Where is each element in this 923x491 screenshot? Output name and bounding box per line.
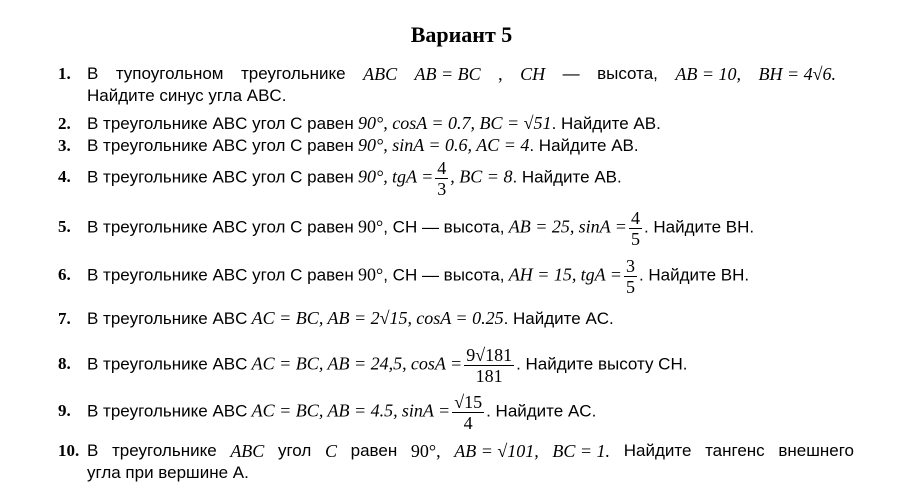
problem-math: AC = BC — [251, 308, 319, 328]
problem-math: ABC — [230, 441, 265, 461]
fraction-numerator: 9√181 — [466, 345, 513, 365]
problem-math: 90° — [358, 216, 384, 237]
problem-9 — [58, 392, 596, 433]
fraction-numerator: 3 — [625, 256, 635, 276]
page-title: Вариант 5 — [410, 22, 513, 47]
fraction-prefix: sinA = — [578, 216, 627, 237]
problem-word: внешнего — [778, 441, 854, 460]
problem-text: В треугольнике ABC угол C равен — [87, 114, 354, 133]
problem-math: , AB = 4.5, — [318, 400, 398, 421]
problem-word: — — [562, 64, 580, 83]
problem-6 — [58, 256, 749, 297]
problem-number: 8. — [58, 354, 71, 374]
problem-math: CH — [520, 64, 546, 84]
problem-math: , — [498, 64, 503, 84]
problem-5 — [58, 208, 754, 249]
problem-math: C — [324, 441, 337, 461]
problem-question: . Найдите высоту CH. — [516, 354, 688, 374]
fraction-numerator: √15 — [454, 392, 483, 412]
problem-math: BC = 1. — [552, 441, 611, 461]
fraction-numerator: 4 — [437, 158, 447, 178]
problem-word: тупоугольном — [115, 64, 224, 83]
problem-word: тангенс — [705, 441, 765, 460]
problem-text: , CH — высота, — [383, 265, 505, 285]
problem-math: , BC = 8 — [450, 166, 513, 187]
problem-word: равен — [350, 441, 398, 460]
problem-math: AH = 15, — [508, 264, 577, 285]
problem-number: 3. — [58, 136, 71, 155]
problem-word: треугольнике — [240, 64, 346, 83]
problem-number: 1. — [58, 64, 71, 83]
fraction-denominator: 3 — [437, 179, 447, 199]
fraction — [435, 158, 448, 199]
fraction-denominator: 181 — [475, 366, 503, 386]
problem-question: . Найдите AB. — [529, 136, 639, 155]
problem-text: В треугольнике ABC угол C равен — [87, 167, 354, 187]
problem-4 — [58, 158, 622, 199]
problem-word: треугольнике — [112, 441, 217, 460]
problem-math: AC = BC — [251, 400, 319, 421]
problem-1-line2: Найдите синус угла ABC. — [87, 86, 287, 105]
problem-text: В треугольнике ABC — [87, 309, 248, 328]
problem-math: 90°, cosA = 0.7, BC = √51 — [358, 113, 552, 133]
problem-word: В — [87, 441, 99, 460]
problem-math: cosA = 0.25 — [416, 308, 504, 328]
fraction-prefix: sinA = — [401, 400, 451, 421]
problem-question: . Найдите AC. — [486, 401, 597, 421]
problem-word: Найдите — [623, 441, 692, 460]
problem-word: угол — [277, 441, 312, 460]
problem-text: В треугольнике ABC — [87, 354, 248, 374]
problem-math: , AB = 24,5, — [318, 353, 407, 374]
problem-number: 2. — [58, 114, 71, 133]
problem-number: 9. — [58, 401, 71, 421]
problem-number: 4. — [58, 167, 71, 187]
problem-1 — [58, 64, 836, 84]
fraction-denominator: 5 — [625, 277, 635, 297]
problem-2 — [58, 113, 661, 134]
problem-text: , CH — высота, — [383, 217, 505, 237]
problem-math: BH = 4√6. — [758, 64, 836, 84]
problem-math: AB = BC — [414, 64, 481, 84]
problem-number: 6. — [58, 265, 71, 285]
fraction — [464, 345, 514, 386]
fraction — [624, 256, 637, 297]
problem-8 — [58, 345, 687, 386]
problem-text: В треугольнике ABC угол C равен — [87, 217, 354, 237]
fraction-prefix: tgA = — [580, 264, 622, 285]
problem-text: В треугольнике ABC угол C равен — [87, 265, 354, 285]
fraction — [629, 208, 642, 249]
problem-text: В треугольнике ABC — [87, 401, 248, 421]
problem-math: , AB = 2√15, — [318, 308, 413, 328]
fraction-denominator: 5 — [630, 229, 640, 249]
problem-math: AB = 10, — [675, 64, 741, 84]
problem-question: . Найдите BH. — [643, 217, 755, 237]
problem-math: 90°, — [410, 441, 441, 461]
problem-number: 5. — [58, 217, 71, 237]
problem-number: 10. — [58, 441, 80, 460]
problem-10 — [58, 441, 854, 461]
problem-question: . Найдите BH. — [638, 265, 750, 285]
problem-3 — [58, 135, 639, 156]
problem-math: ABC — [363, 64, 398, 84]
fraction — [452, 392, 484, 433]
problem-question: . Найдите AB. — [551, 114, 661, 133]
fraction-denominator: 4 — [463, 413, 473, 433]
problem-question: . Найдите AC. — [503, 309, 614, 328]
problem-math: AC = BC — [251, 353, 319, 374]
problem-word: высота, — [597, 64, 658, 83]
problem-math: 90°, sinA = 0.6, AC = 4 — [358, 135, 530, 155]
problem-math: 90°, — [358, 166, 388, 187]
fraction-numerator: 4 — [630, 208, 640, 228]
problem-number: 7. — [58, 309, 71, 328]
problem-7 — [58, 308, 614, 329]
problem-math: AB = √101, — [454, 441, 539, 461]
problem-10-line2: угла при вершине A. — [87, 463, 249, 482]
problem-word: В — [87, 64, 99, 83]
fraction-prefix: tgA = — [391, 166, 434, 187]
problem-text: В треугольнике ABC угол C равен — [87, 136, 354, 155]
fraction-prefix: cosA = — [410, 353, 463, 374]
problem-math: AB = 25, — [508, 216, 575, 237]
problem-math: 90° — [358, 264, 384, 285]
problem-question: . Найдите AB. — [512, 167, 622, 187]
